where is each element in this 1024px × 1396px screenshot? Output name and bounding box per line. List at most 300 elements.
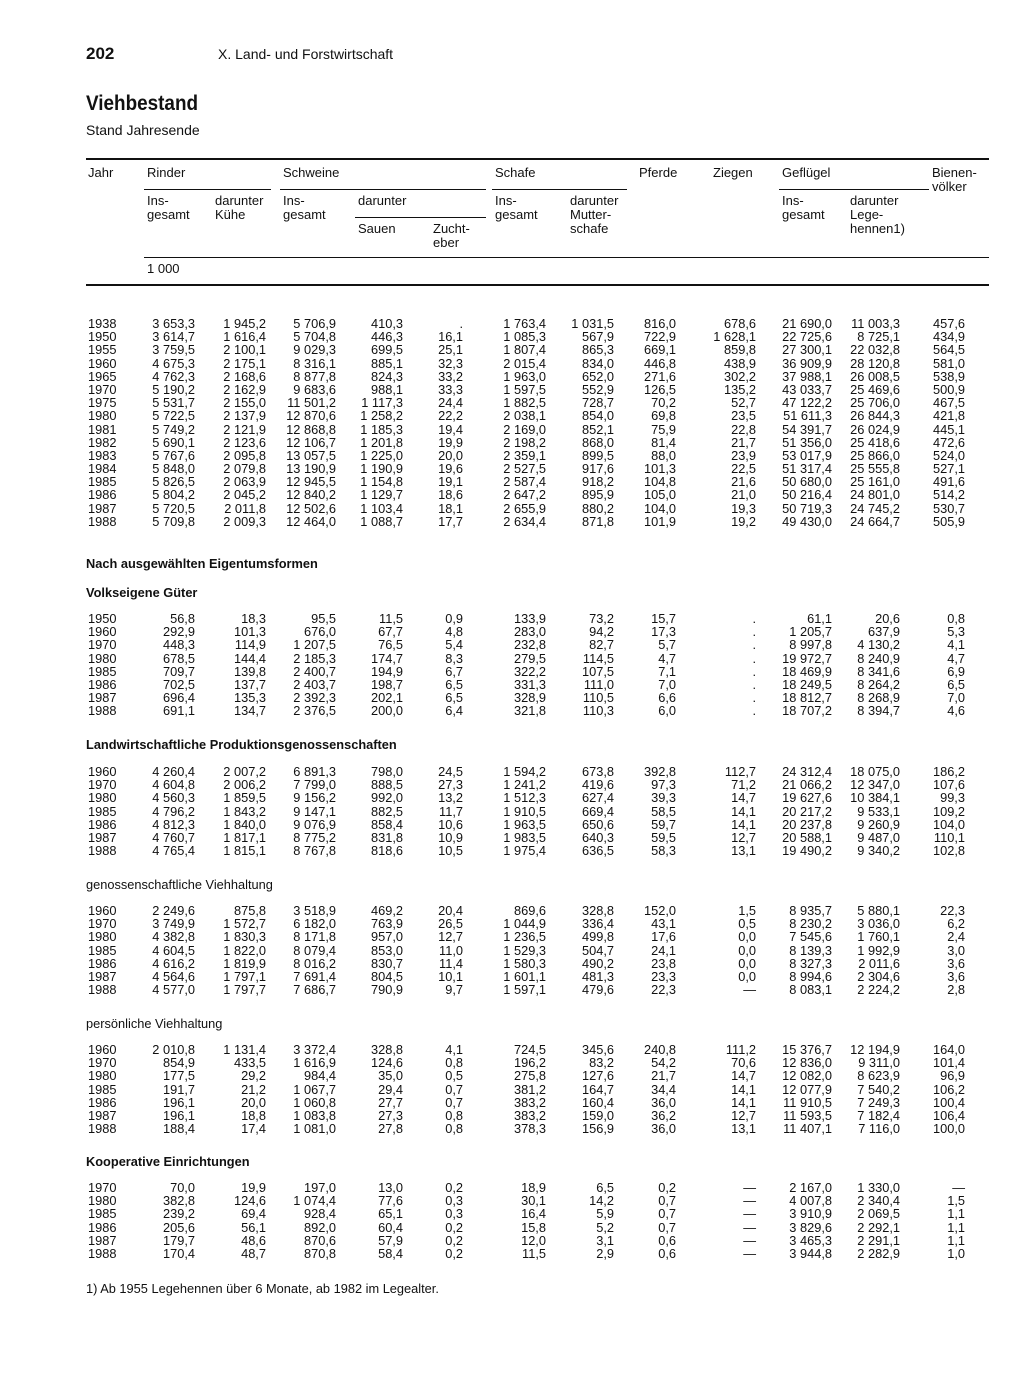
cell-year: 1980 bbox=[88, 650, 117, 666]
cell-bienenvoelker: 2,4 bbox=[947, 929, 965, 945]
cell-schweine-zuchteber: 10,9 bbox=[438, 829, 463, 845]
cell-ziegen: 0,0 bbox=[738, 942, 756, 958]
cell-schafe-insgesamt: 1 529,3 bbox=[503, 942, 546, 958]
table-row bbox=[0, 343, 1024, 356]
cell-schweine-zuchteber: 18,1 bbox=[438, 500, 463, 516]
cell-year: 1985 bbox=[88, 803, 117, 819]
cell-rinder-kuehe: 124,6 bbox=[233, 1193, 266, 1209]
cell-bienenvoelker: 527,1 bbox=[932, 461, 965, 477]
header-schweine: Schweine bbox=[283, 165, 340, 180]
cell-schweine-sauen: 824,3 bbox=[370, 368, 403, 384]
table-row bbox=[0, 1122, 1024, 1135]
cell-ziegen: . bbox=[752, 703, 756, 719]
cell-pferde: 0,7 bbox=[658, 1206, 676, 1222]
cell-schafe-insgesamt: 16,4 bbox=[521, 1206, 546, 1222]
cell-ziegen: 0,0 bbox=[738, 955, 756, 971]
cell-schafe-insgesamt: 2 015,4 bbox=[503, 355, 546, 371]
cell-ziegen: . bbox=[752, 650, 756, 666]
cell-schweine-sauen: 888,5 bbox=[370, 777, 403, 793]
cell-bienenvoelker: 2,8 bbox=[947, 982, 965, 998]
header-darunter-mutterschafe: darunter Mutter-schafe bbox=[570, 193, 619, 236]
cell-bienenvoelker: 106,4 bbox=[932, 1107, 965, 1123]
header-schafe-insgesamt: Ins-gesamt bbox=[495, 193, 538, 222]
cell-schweine-insgesamt: 197,0 bbox=[303, 1180, 336, 1195]
cell-rinder-insgesamt: 177,5 bbox=[162, 1068, 195, 1084]
cell-rinder-kuehe: 1 822,0 bbox=[223, 942, 266, 958]
section-heading: persönliche Viehhaltung bbox=[86, 1016, 223, 1031]
cell-schafe-insgesamt: 331,3 bbox=[513, 676, 546, 692]
cell-year: 1960 bbox=[88, 903, 117, 918]
cell-rinder-kuehe: 2 168,6 bbox=[223, 368, 266, 384]
cell-pferde: 126,5 bbox=[643, 381, 676, 397]
cell-year: 1986 bbox=[88, 676, 117, 692]
cell-schafe-mutterschafe: 336,4 bbox=[581, 916, 614, 932]
cell-schweine-insgesamt: 2 400,7 bbox=[293, 663, 336, 679]
schafe-rule bbox=[492, 189, 627, 190]
table-row bbox=[0, 791, 1024, 804]
cell-schweine-insgesamt: 8 877,8 bbox=[293, 368, 336, 384]
cell-schweine-sauen: 60,4 bbox=[378, 1219, 403, 1235]
cell-rinder-kuehe: 875,8 bbox=[233, 903, 266, 918]
cell-schafe-insgesamt: 2 038,1 bbox=[503, 408, 546, 424]
cell-gefluegel-insgesamt: 4 007,8 bbox=[789, 1193, 832, 1209]
cell-schafe-insgesamt: 1 963,0 bbox=[503, 368, 546, 384]
cell-year: 1981 bbox=[88, 421, 117, 437]
cell-ziegen: 438,9 bbox=[723, 355, 756, 371]
cell-schafe-mutterschafe: 419,6 bbox=[581, 777, 614, 793]
cell-schweine-zuchteber: . bbox=[459, 316, 463, 331]
cell-schweine-zuchteber: 0,2 bbox=[445, 1245, 463, 1261]
cell-pferde: 24,1 bbox=[651, 942, 676, 958]
table-title: Viehbestand bbox=[86, 92, 199, 115]
table-row bbox=[0, 818, 1024, 831]
table-row bbox=[0, 1069, 1024, 1082]
cell-pferde: 34,4 bbox=[651, 1081, 676, 1097]
cell-year: 1988 bbox=[88, 513, 117, 529]
cell-schweine-zuchteber: 0,3 bbox=[445, 1193, 463, 1209]
cell-schafe-mutterschafe: 895,9 bbox=[581, 487, 614, 503]
cell-gefluegel-legehennen: 26 008,5 bbox=[850, 368, 900, 384]
cell-schweine-sauen: 469,2 bbox=[370, 903, 403, 918]
cell-schweine-insgesamt: 8 316,1 bbox=[293, 355, 336, 371]
cell-bienenvoelker: 500,9 bbox=[932, 381, 965, 397]
footnote: 1) Ab 1955 Legehennen über 6 Monate, ab 1982 im Legealter. bbox=[86, 1281, 439, 1296]
cell-schafe-mutterschafe: 6,5 bbox=[596, 1180, 614, 1195]
cell-ziegen: — bbox=[743, 1180, 756, 1195]
cell-bienenvoelker: 164,0 bbox=[932, 1042, 965, 1057]
cell-ziegen: 1,5 bbox=[738, 903, 756, 918]
section-rows bbox=[0, 765, 1024, 857]
cell-schafe-mutterschafe: 82,7 bbox=[589, 637, 614, 653]
cell-ziegen: 0,5 bbox=[738, 916, 756, 932]
cell-schweine-insgesamt: 1 081,0 bbox=[293, 1121, 336, 1137]
cell-schweine-sauen: 57,9 bbox=[378, 1232, 403, 1248]
cell-schweine-sauen: 804,5 bbox=[370, 968, 403, 984]
cell-gefluegel-insgesamt: 20 237,8 bbox=[782, 816, 832, 832]
cell-schafe-mutterschafe: 127,6 bbox=[581, 1068, 614, 1084]
cell-gefluegel-insgesamt: 53 017,9 bbox=[782, 447, 832, 463]
cell-gefluegel-legehennen: 2 304,6 bbox=[857, 968, 900, 984]
cell-schweine-sauen: 67,7 bbox=[378, 624, 403, 640]
cell-schafe-mutterschafe: 156,9 bbox=[581, 1121, 614, 1137]
cell-rinder-insgesamt: 5 531,7 bbox=[152, 395, 195, 411]
cell-bienenvoelker: 1,1 bbox=[947, 1206, 965, 1222]
cell-year: 1970 bbox=[88, 777, 117, 793]
section-rows bbox=[0, 317, 1024, 528]
cell-gefluegel-legehennen: 1 330,0 bbox=[857, 1180, 900, 1195]
cell-rinder-insgesamt: 4 760,7 bbox=[152, 829, 195, 845]
section-heading: Volkseigene Güter bbox=[86, 585, 198, 600]
cell-schafe-insgesamt: 328,9 bbox=[513, 690, 546, 706]
cell-schweine-insgesamt: 1 060,8 bbox=[293, 1094, 336, 1110]
cell-pferde: 0,2 bbox=[658, 1180, 676, 1195]
cell-schafe-insgesamt: 12,0 bbox=[521, 1232, 546, 1248]
header-zuchteber: Zucht-eber bbox=[433, 221, 470, 250]
cell-schafe-insgesamt: 279,5 bbox=[513, 650, 546, 666]
cell-rinder-insgesamt: 5 190,2 bbox=[152, 381, 195, 397]
table-row bbox=[0, 1096, 1024, 1109]
cell-ziegen: — bbox=[743, 1206, 756, 1222]
cell-gefluegel-insgesamt: 18 707,2 bbox=[782, 703, 832, 719]
cell-schafe-insgesamt: 30,1 bbox=[521, 1193, 546, 1209]
cell-gefluegel-insgesamt: 51 611,3 bbox=[783, 408, 832, 424]
cell-schweine-insgesamt: 12 945,5 bbox=[286, 474, 336, 490]
cell-schweine-zuchteber: 24,4 bbox=[438, 395, 463, 411]
table-row bbox=[0, 944, 1024, 957]
cell-schweine-insgesamt: 2 392,3 bbox=[293, 690, 336, 706]
cell-schafe-mutterschafe: 865,3 bbox=[581, 342, 614, 358]
cell-pferde: 0,7 bbox=[658, 1193, 676, 1209]
cell-rinder-kuehe: 2 123,6 bbox=[223, 434, 266, 450]
cell-year: 1985 bbox=[88, 663, 117, 679]
cell-gefluegel-insgesamt: 21 690,0 bbox=[782, 316, 832, 331]
cell-rinder-kuehe: 18,3 bbox=[241, 611, 266, 626]
cell-bienenvoelker: 524,0 bbox=[932, 447, 965, 463]
cell-year: 1980 bbox=[88, 790, 117, 806]
cell-rinder-kuehe: 134,7 bbox=[233, 703, 266, 719]
section-heading: genossenschaftliche Viehhaltung bbox=[86, 877, 273, 892]
cell-year: 1986 bbox=[88, 487, 117, 503]
cell-schafe-insgesamt: 1 597,5 bbox=[503, 381, 546, 397]
cell-bienenvoelker: 4,1 bbox=[947, 637, 965, 653]
cell-year: 1980 bbox=[88, 1193, 117, 1209]
cell-rinder-insgesamt: 4 796,2 bbox=[152, 803, 195, 819]
rinder-rule bbox=[144, 189, 271, 190]
cell-rinder-kuehe: 17,4 bbox=[241, 1121, 266, 1137]
cell-schweine-zuchteber: 19,4 bbox=[438, 421, 463, 437]
cell-rinder-insgesamt: 4 765,4 bbox=[152, 843, 195, 859]
cell-schafe-mutterschafe: 1 031,5 bbox=[571, 316, 614, 331]
cell-gefluegel-insgesamt: 47 122,2 bbox=[782, 395, 832, 411]
cell-rinder-insgesamt: 5 722,5 bbox=[152, 408, 195, 424]
cell-schafe-insgesamt: 1 236,5 bbox=[503, 929, 546, 945]
cell-schafe-insgesamt: 196,2 bbox=[513, 1055, 546, 1071]
cell-schweine-sauen: 35,0 bbox=[378, 1068, 403, 1084]
cell-year: 1986 bbox=[88, 816, 117, 832]
header-ziegen: Ziegen bbox=[713, 165, 753, 180]
cell-schweine-sauen: 27,7 bbox=[378, 1094, 403, 1110]
section-heading: Landwirtschaftliche Produktionsgenossenschaften bbox=[86, 737, 397, 752]
cell-schweine-sauen: 77,6 bbox=[378, 1193, 403, 1209]
cell-schweine-zuchteber: 0,2 bbox=[445, 1219, 463, 1235]
cell-year: 1960 bbox=[88, 1042, 117, 1057]
cell-ziegen: 21,7 bbox=[731, 434, 756, 450]
cell-schweine-sauen: 1 117,3 bbox=[361, 395, 403, 411]
cell-schafe-insgesamt: 2 634,4 bbox=[503, 513, 546, 529]
cell-gefluegel-legehennen: 18 075,0 bbox=[850, 764, 900, 779]
cell-schafe-mutterschafe: 110,5 bbox=[582, 690, 614, 706]
cell-schweine-insgesamt: 8 775,2 bbox=[293, 829, 336, 845]
cell-year: 1970 bbox=[88, 637, 117, 653]
cell-schafe-mutterschafe: 490,2 bbox=[581, 955, 614, 971]
cell-rinder-kuehe: 144,4 bbox=[233, 650, 266, 666]
cell-ziegen: 22,5 bbox=[731, 461, 756, 477]
cell-schafe-mutterschafe: 479,6 bbox=[581, 982, 614, 998]
cell-rinder-kuehe: 2 007,2 bbox=[223, 764, 266, 779]
table-row bbox=[0, 844, 1024, 857]
cell-schweine-sauen: 328,8 bbox=[370, 1042, 403, 1057]
cell-rinder-insgesamt: 239,2 bbox=[162, 1206, 195, 1222]
cell-ziegen: — bbox=[743, 1245, 756, 1261]
cell-bienenvoelker: 445,1 bbox=[932, 421, 965, 437]
cell-pferde: 722,9 bbox=[643, 329, 676, 345]
cell-schweine-zuchteber: 27,3 bbox=[438, 777, 463, 793]
cell-year: 1960 bbox=[88, 355, 117, 371]
cell-gefluegel-insgesamt: 12 836,0 bbox=[782, 1055, 832, 1071]
header-schafe: Schafe bbox=[495, 165, 536, 180]
cell-bienenvoelker: 0,8 bbox=[947, 611, 965, 626]
cell-rinder-kuehe: 1 840,0 bbox=[223, 816, 266, 832]
cell-ziegen: . bbox=[752, 637, 756, 653]
cell-schweine-zuchteber: 11,0 bbox=[439, 942, 463, 958]
cell-schweine-zuchteber: 6,7 bbox=[445, 663, 463, 679]
cell-rinder-insgesamt: 4 560,3 bbox=[152, 790, 195, 806]
cell-rinder-kuehe: 433,5 bbox=[233, 1055, 266, 1071]
cell-pferde: 97,3 bbox=[651, 777, 676, 793]
header-schweine-insgesamt: Ins-gesamt bbox=[283, 193, 326, 222]
cell-rinder-insgesamt: 5 749,2 bbox=[152, 421, 195, 437]
cell-gefluegel-legehennen: 8 341,6 bbox=[857, 663, 900, 679]
cell-ziegen: 859,8 bbox=[723, 342, 756, 358]
cell-year: 1986 bbox=[88, 955, 117, 971]
cell-bienenvoelker: 421,8 bbox=[932, 408, 965, 424]
cell-rinder-kuehe: 2 162,9 bbox=[223, 381, 266, 397]
cell-schafe-mutterschafe: 14,2 bbox=[589, 1193, 614, 1209]
cell-schafe-mutterschafe: 669,4 bbox=[581, 803, 614, 819]
cell-schweine-zuchteber: 0,3 bbox=[445, 1206, 463, 1222]
cell-schweine-insgesamt: 8 171,8 bbox=[293, 929, 336, 945]
section-rows bbox=[0, 904, 1024, 996]
cell-pferde: 21,7 bbox=[651, 1068, 676, 1084]
cell-schweine-sauen: 957,0 bbox=[370, 929, 403, 945]
cell-rinder-insgesamt: 4 382,8 bbox=[152, 929, 195, 945]
cell-schweine-sauen: 1 201,8 bbox=[360, 434, 403, 450]
cell-schweine-insgesamt: 9 029,3 bbox=[293, 342, 336, 358]
cell-gefluegel-legehennen: 2 011,6 bbox=[858, 955, 900, 971]
cell-schafe-mutterschafe: 868,0 bbox=[581, 434, 614, 450]
cell-gefluegel-insgesamt: 18 812,7 bbox=[782, 690, 832, 706]
cell-schweine-insgesamt: 7 691,4 bbox=[293, 968, 336, 984]
cell-bienenvoelker: 186,2 bbox=[932, 764, 965, 779]
cell-gefluegel-insgesamt: 12 082,0 bbox=[782, 1068, 832, 1084]
cell-schafe-insgesamt: 1 580,3 bbox=[503, 955, 546, 971]
cell-schweine-sauen: 798,0 bbox=[370, 764, 403, 779]
cell-schafe-insgesamt: 11,5 bbox=[522, 1245, 546, 1261]
cell-schweine-sauen: 65,1 bbox=[378, 1206, 403, 1222]
section-heading: Kooperative Einrichtungen bbox=[86, 1154, 250, 1169]
cell-schweine-insgesamt: 870,8 bbox=[303, 1245, 336, 1261]
cell-schweine-sauen: 1 088,7 bbox=[360, 513, 403, 529]
cell-schafe-insgesamt: 383,2 bbox=[513, 1094, 546, 1110]
cell-schweine-sauen: 11,5 bbox=[379, 611, 403, 626]
cell-rinder-insgesamt: 292,9 bbox=[162, 624, 195, 640]
cell-rinder-kuehe: 139,8 bbox=[233, 663, 266, 679]
cell-schweine-sauen: 124,6 bbox=[370, 1055, 403, 1071]
cell-gefluegel-insgesamt: 61,1 bbox=[807, 611, 832, 626]
cell-year: 1985 bbox=[88, 474, 117, 490]
table-row bbox=[0, 665, 1024, 678]
cell-schafe-insgesamt: 1 512,3 bbox=[503, 790, 546, 806]
cell-year: 1980 bbox=[88, 408, 117, 424]
cell-ziegen: — bbox=[743, 1193, 756, 1209]
cell-pferde: 4,7 bbox=[658, 650, 676, 666]
cell-pferde: 17,6 bbox=[651, 929, 676, 945]
cell-schafe-insgesamt: 2 359,1 bbox=[503, 447, 546, 463]
header-bottom-rule bbox=[86, 284, 989, 286]
cell-schweine-sauen: 174,7 bbox=[370, 650, 403, 666]
cell-pferde: 81,4 bbox=[651, 434, 676, 450]
cell-rinder-kuehe: 2 063,9 bbox=[223, 474, 266, 490]
cell-schafe-insgesamt: 1 763,4 bbox=[503, 316, 546, 331]
cell-schweine-sauen: 830,7 bbox=[370, 955, 403, 971]
cell-year: 1970 bbox=[88, 1180, 117, 1195]
table-row bbox=[0, 1247, 1024, 1260]
cell-rinder-kuehe: 1 843,2 bbox=[223, 803, 266, 819]
cell-schweine-zuchteber: 6,5 bbox=[445, 690, 463, 706]
cell-schweine-zuchteber: 10,6 bbox=[438, 816, 463, 832]
cell-bienenvoelker: 1,1 bbox=[947, 1219, 965, 1235]
cell-gefluegel-legehennen: 7 540,2 bbox=[857, 1081, 900, 1097]
table-row bbox=[0, 436, 1024, 449]
cell-schafe-mutterschafe: 567,9 bbox=[581, 329, 614, 345]
cell-schafe-mutterschafe: 2,9 bbox=[596, 1245, 614, 1261]
cell-ziegen: 14,1 bbox=[731, 1094, 756, 1110]
cell-gefluegel-legehennen: 11 003,3 bbox=[851, 316, 900, 331]
cell-schweine-insgesamt: 1 074,4 bbox=[293, 1193, 336, 1209]
cell-schafe-insgesamt: 1 910,5 bbox=[503, 803, 546, 819]
header-bienenvoelker: Bienen-völker bbox=[932, 165, 977, 194]
cell-bienenvoelker: 514,2 bbox=[932, 487, 965, 503]
cell-gefluegel-legehennen: 2 340,4 bbox=[857, 1193, 900, 1209]
cell-schafe-insgesamt: 1 594,2 bbox=[503, 764, 546, 779]
cell-gefluegel-legehennen: 637,9 bbox=[867, 624, 900, 640]
cell-pferde: 59,5 bbox=[651, 829, 676, 845]
cell-rinder-insgesamt: 3 614,7 bbox=[152, 329, 195, 345]
cell-bienenvoelker: 1,0 bbox=[947, 1245, 965, 1261]
cell-gefluegel-legehennen: 12 194,9 bbox=[850, 1042, 900, 1057]
cell-schweine-sauen: 446,3 bbox=[370, 329, 403, 345]
cell-schweine-zuchteber: 25,1 bbox=[438, 342, 463, 358]
cell-ziegen: 19,2 bbox=[731, 513, 756, 529]
cell-schafe-mutterschafe: 111,0 bbox=[583, 676, 614, 692]
cell-schweine-zuchteber: 11,4 bbox=[439, 955, 463, 971]
cell-ziegen: 302,2 bbox=[723, 368, 756, 384]
cell-gefluegel-legehennen: 7 182,4 bbox=[857, 1107, 900, 1123]
cell-pferde: 152,0 bbox=[643, 903, 676, 918]
cell-bienenvoelker: 4,7 bbox=[947, 650, 965, 666]
cell-schafe-mutterschafe: 499,8 bbox=[581, 929, 614, 945]
cell-rinder-kuehe: 1 572,7 bbox=[223, 916, 266, 932]
cell-schafe-insgesamt: 1 085,3 bbox=[503, 329, 546, 345]
cell-schweine-insgesamt: 2 403,7 bbox=[293, 676, 336, 692]
cell-rinder-insgesamt: 5 690,1 bbox=[152, 434, 195, 450]
cell-ziegen: 14,1 bbox=[731, 1081, 756, 1097]
cell-schweine-zuchteber: 11,7 bbox=[439, 803, 463, 819]
cell-schweine-sauen: 58,4 bbox=[378, 1245, 403, 1261]
cell-rinder-insgesamt: 4 604,5 bbox=[152, 942, 195, 958]
cell-gefluegel-insgesamt: 22 725,6 bbox=[782, 329, 832, 345]
cell-pferde: 23,3 bbox=[651, 968, 676, 984]
cell-year: 1960 bbox=[88, 624, 117, 640]
cell-year: 1970 bbox=[88, 916, 117, 932]
cell-schafe-mutterschafe: 552,9 bbox=[581, 381, 614, 397]
cell-pferde: 105,0 bbox=[643, 487, 676, 503]
cell-schafe-insgesamt: 283,0 bbox=[513, 624, 546, 640]
cell-rinder-insgesamt: 179,7 bbox=[162, 1232, 195, 1248]
header-darunter-kuehe: darunter Kühe bbox=[215, 193, 264, 222]
cell-rinder-insgesamt: 196,1 bbox=[162, 1094, 195, 1110]
cell-year: 1988 bbox=[88, 703, 117, 719]
cell-rinder-kuehe: 2 155,0 bbox=[223, 395, 266, 411]
cell-rinder-insgesamt: 5 720,5 bbox=[152, 500, 195, 516]
cell-pferde: 101,3 bbox=[643, 461, 676, 477]
cell-rinder-insgesamt: 3 759,5 bbox=[152, 342, 195, 358]
cell-schweine-sauen: 858,4 bbox=[370, 816, 403, 832]
cell-gefluegel-insgesamt: 8 935,7 bbox=[789, 903, 832, 918]
cell-pferde: 5,7 bbox=[658, 637, 676, 653]
cell-gefluegel-insgesamt: 24 312,4 bbox=[782, 764, 832, 779]
schweine-darunter-rule bbox=[355, 217, 486, 218]
table-row bbox=[0, 488, 1024, 501]
cell-rinder-insgesamt: 191,7 bbox=[162, 1081, 195, 1097]
table-row bbox=[0, 1083, 1024, 1096]
cell-year: 1985 bbox=[88, 1081, 117, 1097]
cell-schweine-zuchteber: 0,2 bbox=[445, 1180, 463, 1195]
table-row bbox=[0, 357, 1024, 370]
cell-schweine-insgesamt: 5 704,8 bbox=[293, 329, 336, 345]
table-row bbox=[0, 423, 1024, 436]
cell-schweine-insgesamt: 12 106,7 bbox=[286, 434, 336, 450]
cell-gefluegel-insgesamt: 8 230,2 bbox=[789, 916, 832, 932]
cell-schweine-insgesamt: 676,0 bbox=[303, 624, 336, 640]
cell-gefluegel-insgesamt: 8 327,3 bbox=[789, 955, 832, 971]
cell-gefluegel-insgesamt: 3 829,6 bbox=[789, 1219, 832, 1235]
section-rows bbox=[0, 1043, 1024, 1135]
schweine-rule bbox=[280, 189, 486, 190]
cell-schweine-insgesamt: 12 868,8 bbox=[286, 421, 336, 437]
cell-rinder-insgesamt: 3 749,9 bbox=[152, 916, 195, 932]
cell-year: 1985 bbox=[88, 1206, 117, 1222]
cell-gefluegel-insgesamt: 49 430,0 bbox=[782, 513, 832, 529]
cell-schweine-insgesamt: 2 376,5 bbox=[293, 703, 336, 719]
cell-schweine-zuchteber: 0,8 bbox=[445, 1121, 463, 1137]
header-top-rule bbox=[86, 158, 989, 160]
cell-schweine-sauen: 988,1 bbox=[370, 381, 403, 397]
cell-gefluegel-legehennen: 2 292,1 bbox=[857, 1219, 900, 1235]
cell-pferde: 23,8 bbox=[651, 955, 676, 971]
cell-rinder-insgesamt: 4 616,2 bbox=[152, 955, 195, 971]
cell-schweine-sauen: 882,5 bbox=[370, 803, 403, 819]
